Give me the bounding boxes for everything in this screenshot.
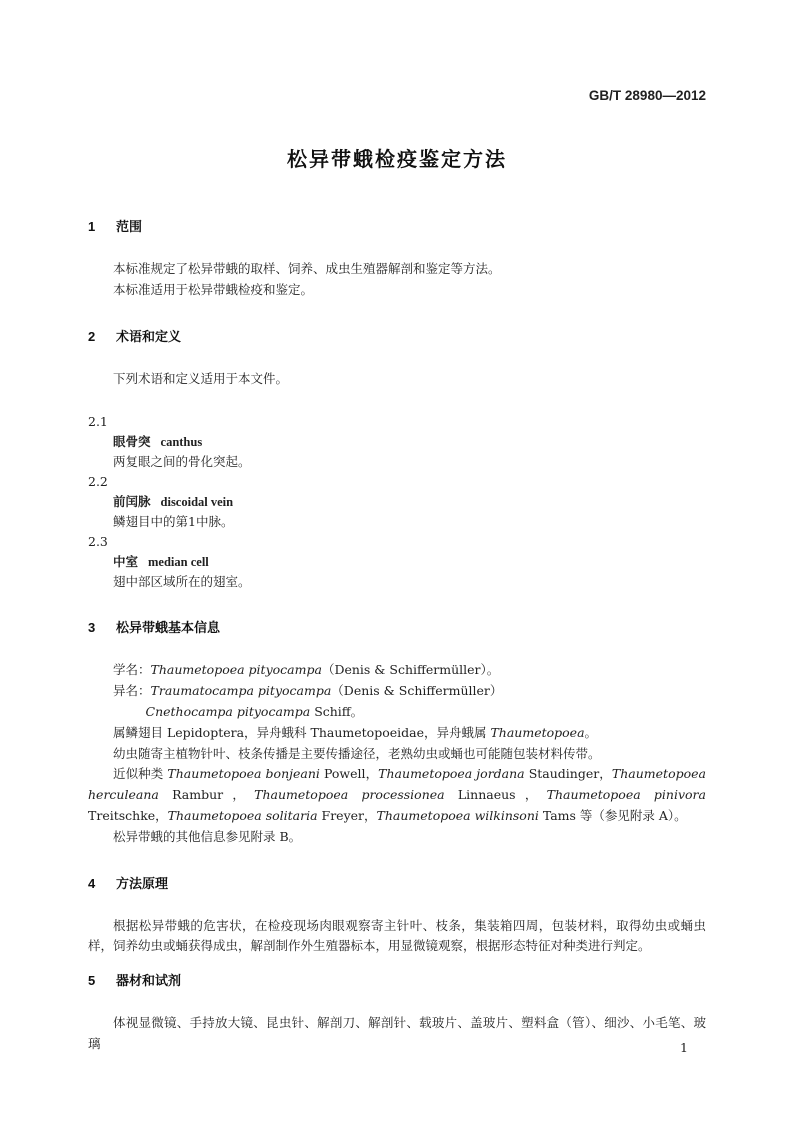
terms-list: [88, 412, 706, 592]
term-entry-2-1: [88, 412, 706, 472]
term-number: 2.1: [88, 414, 108, 430]
taxonomy-paragraph: 属鳞翅目 Lepidoptera，异舟蛾科 Thaumetopoeidae，异舟蛾属 Thaumetopoea。: [113, 724, 598, 740]
term-chinese: 前闰脉: [113, 495, 151, 510]
method-principle-paragraph: 根据松异带蛾的危害状，在检疫现场肉眼观察寄主针叶、枝条，集装箱四周，包装材料，取得幼虫或蛹虫样，饲养幼虫或蛹获得成虫，解剖制作外生殖器标本，用显微镜观察，根据形态特征对种类进行判定。: [88, 917, 706, 954]
term-number: 2.3: [88, 534, 108, 550]
section-4-title: 方法原理: [116, 875, 169, 891]
similar-species-paragraph: 近似种类 Thaumetopoea bonjeani Powell，Thaumetopoea jordana Staudinger，Thaumetopoea herculeana Rambur，Thaumetopoea processionea Linnaeus，Thaumetopoea pinivora Treitschke，Thaumetopoea solitaria Freyer，Thaumetopoea wilkinsoni Tams 等（参见附录 A）。: [88, 766, 706, 823]
term-chinese: 眼骨突: [113, 435, 151, 450]
section-1-title: 范围: [116, 219, 143, 234]
term-chinese: 中室: [113, 555, 139, 570]
equipment-paragraph: 体视显微镜、手持放大镜、昆虫针、解剖刀、解剖针、载玻片、盖玻片、塑料盒（管）、细沙、小毛笔、玻璃: [88, 1015, 706, 1051]
section-1-number: 1: [88, 219, 96, 234]
section-2-number: 2: [88, 328, 96, 344]
standard-number: GB/T 28980—2012: [588, 88, 706, 103]
section-4-number: 4: [88, 875, 96, 891]
term-english: discoidal vein: [160, 495, 234, 510]
section-2-heading: [88, 328, 706, 346]
section-3-heading: [88, 619, 706, 637]
term-name: [88, 552, 706, 572]
page-number: 1: [680, 1040, 688, 1055]
section-4-heading: [88, 875, 706, 893]
document-title: 松异带蛾检疫鉴定方法: [287, 149, 507, 171]
section-2-title: 术语和定义: [116, 328, 182, 344]
term-definition: 翅中部区域所在的翅室。: [113, 574, 251, 590]
term-english: canthus: [160, 435, 203, 450]
term-name: [88, 492, 706, 512]
scope-paragraph-1: 本标准规定了松异带蛾的取样、饲养、成虫生殖器解剖和鉴定等方法。: [113, 261, 501, 276]
section-3-number: 3: [88, 620, 96, 636]
section-1-heading: [88, 218, 706, 236]
terms-intro: 下列术语和定义适用于本文件。: [113, 370, 289, 386]
section-5-heading: [88, 972, 706, 990]
term-definition: 两复眼之间的骨化突起。: [113, 454, 251, 470]
synonym-continuation-paragraph: Cnethocampa pityocampa Schiff。: [145, 703, 364, 719]
synonym-paragraph: 异名：Traumatocampa pityocampa（Denis & Schiffermüller）: [113, 683, 503, 699]
scientific-name-paragraph: 学名：Thaumetopoea pityocampa（Denis & Schiffermüller）。: [113, 662, 500, 678]
transmission-paragraph: 幼虫随寄主植物针叶、枝条传播是主要传播途径，老熟幼虫或蛹也可能随包装材料传带。: [113, 745, 601, 761]
term-entry-2-2: [88, 472, 706, 532]
term-definition: 鳞翅目中的第1中脉。: [113, 514, 234, 530]
term-name: [88, 432, 706, 452]
section-3-title: 松异带蛾基本信息: [116, 620, 221, 636]
term-entry-2-3: [88, 532, 706, 592]
section-5-number: 5: [88, 973, 96, 989]
section-5-title: 器材和试剂: [116, 973, 182, 989]
term-english: median cell: [148, 555, 209, 570]
scope-paragraph-2: 本标准适用于松异带蛾检疫和鉴定。: [113, 281, 314, 297]
term-number: 2.2: [88, 474, 108, 490]
other-info-paragraph: 松异带蛾的其他信息参见附录 B。: [113, 828, 302, 844]
